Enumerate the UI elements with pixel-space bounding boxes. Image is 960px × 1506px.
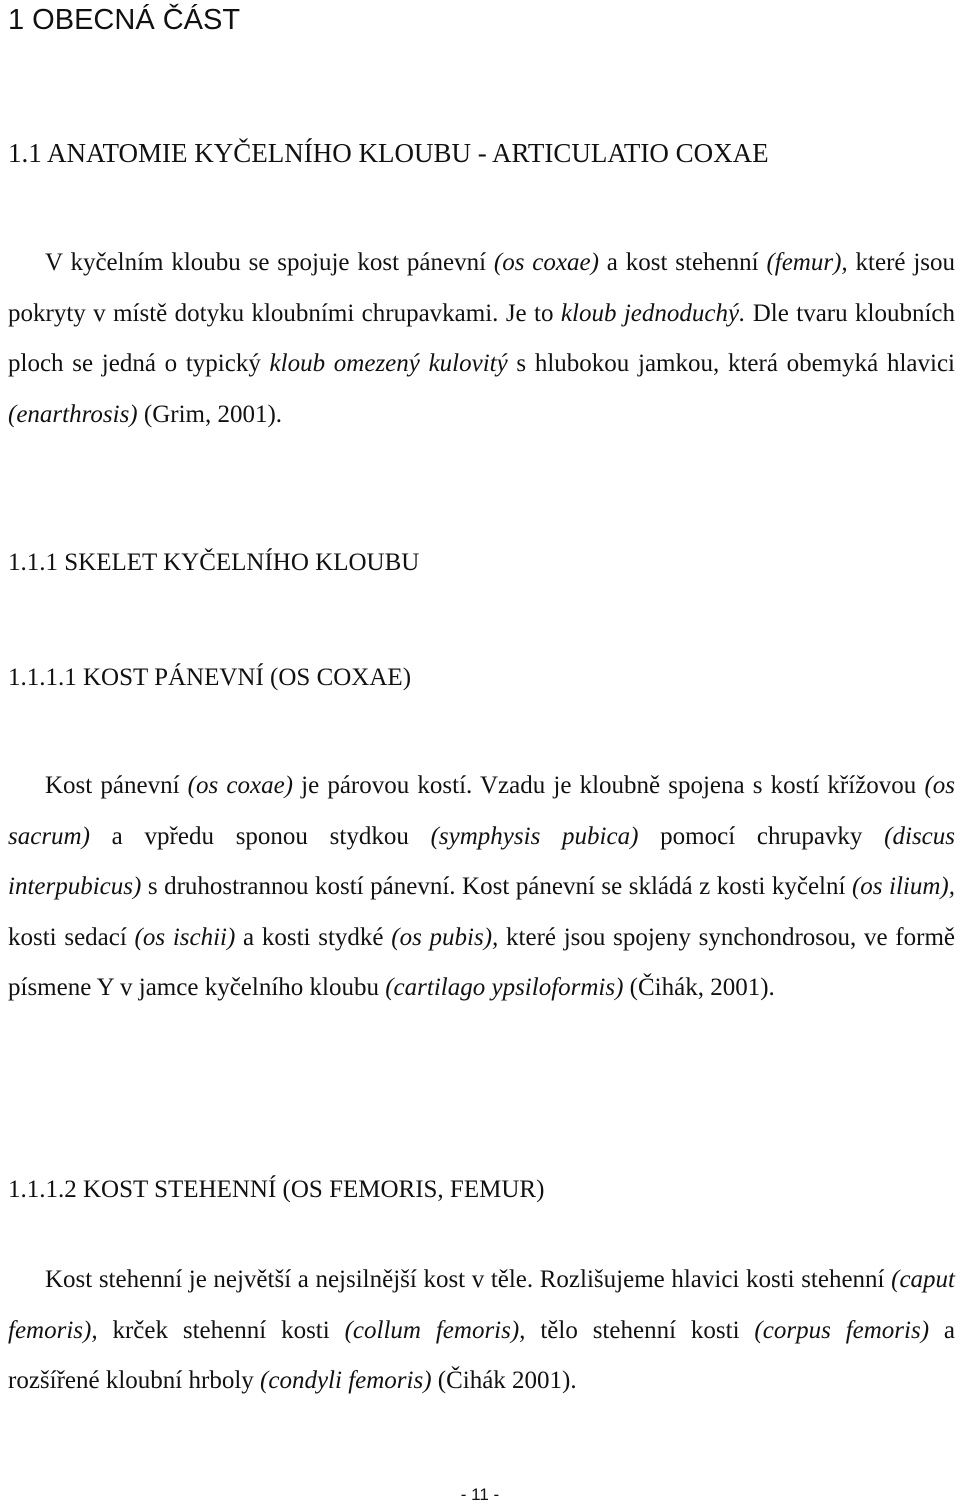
page-number: - 11 - <box>460 1485 500 1504</box>
text-span: krček stehenní kosti <box>97 1316 345 1344</box>
latin-term: (discus interpubicus) <box>8 822 955 900</box>
text-span: které jsou spojeny synchondrosou, ve formě písmene Y v jamce kyčelního kloubu <box>8 923 956 1001</box>
subsection-heading: 1.1.1 SKELET KYČELNÍHO KLOUBU <box>8 549 420 576</box>
text-span: a rozšířené kloubní hrboly <box>8 1316 955 1394</box>
subsubsection-heading-femur: 1.1.1.2 KOST STEHENNÍ (OS FEMORIS, FEMUR) <box>8 1176 545 1203</box>
text-span: které jsou pokryty v místě dotyku kloubními chrupavkami. Je to <box>8 249 956 327</box>
emphasis-term: kloub omezený kulovitý <box>269 350 508 377</box>
text-span: s druhostrannou kostí pánevní. Kost pánevní se skládá z kosti kyčelní <box>141 873 852 900</box>
paragraph-hip-joint <box>8 238 955 440</box>
latin-term: (os ilium), <box>851 873 955 900</box>
latin-term: (caput femoris), <box>8 1266 955 1344</box>
section-heading: 1.1 ANATOMIE KYČELNÍHO KLOUBU - ARTICULATIO COXAE <box>8 138 769 168</box>
latin-term: (corpus femoris) <box>754 1316 930 1344</box>
citation: (Grim, 2001). <box>137 400 283 428</box>
text-span: a kost stehenní <box>598 249 767 276</box>
text-span: s hlubokou jamkou, která obemyká hlavici <box>507 350 955 377</box>
latin-term: (condyli femoris) <box>260 1367 432 1394</box>
subsubsection-heading-pelvis: 1.1.1.1 KOST PÁNEVNÍ (OS COXAE) <box>8 664 412 691</box>
text-span: je párovou kostí. Vzadu je kloubně spojena s kostí křížovou <box>293 772 925 799</box>
latin-term: (cartilago ypsiloformis) <box>385 974 624 1001</box>
citation: (Čihák 2001). <box>431 1367 577 1394</box>
citation: (Čihák, 2001). <box>623 974 775 1001</box>
emphasis-term: kloub jednoduchý. <box>560 299 746 327</box>
text-span: Kost stehenní je největší a nejsilnější kost v těle. Rozlišujeme hlavici kosti stehenní <box>45 1266 892 1293</box>
latin-term: (os coxae) <box>493 249 599 276</box>
text-span: pomocí chrupavky <box>638 822 885 850</box>
text-span: Dle tvaru kloubních ploch se jedná o typický <box>8 299 955 377</box>
text-span: tělo stehenní kosti <box>525 1316 755 1344</box>
text-span: a kosti stydké <box>235 923 392 951</box>
paragraph-pelvis <box>8 761 955 1014</box>
latin-term: (os coxae) <box>187 772 293 799</box>
latin-term: (enarthrosis) <box>8 400 138 428</box>
text-span: V kyčelním kloubu se spojuje kost pánevní <box>45 249 494 276</box>
latin-term: (os pubis), <box>391 923 499 951</box>
latin-term: (femur), <box>766 249 848 276</box>
latin-term: (collum femoris), <box>344 1316 526 1344</box>
chapter-heading: 1 OBECNÁ ČÁST <box>8 4 241 36</box>
text-span: a vpředu sponou stydkou <box>89 822 431 850</box>
text-span: kosti sedací <box>8 923 135 951</box>
latin-term: (os sacrum) <box>8 772 956 850</box>
text-span: Kost pánevní <box>45 772 188 799</box>
latin-term: (symphysis pubica) <box>430 822 639 850</box>
paragraph-femur <box>8 1255 955 1407</box>
latin-term: (os ischii) <box>134 923 236 951</box>
